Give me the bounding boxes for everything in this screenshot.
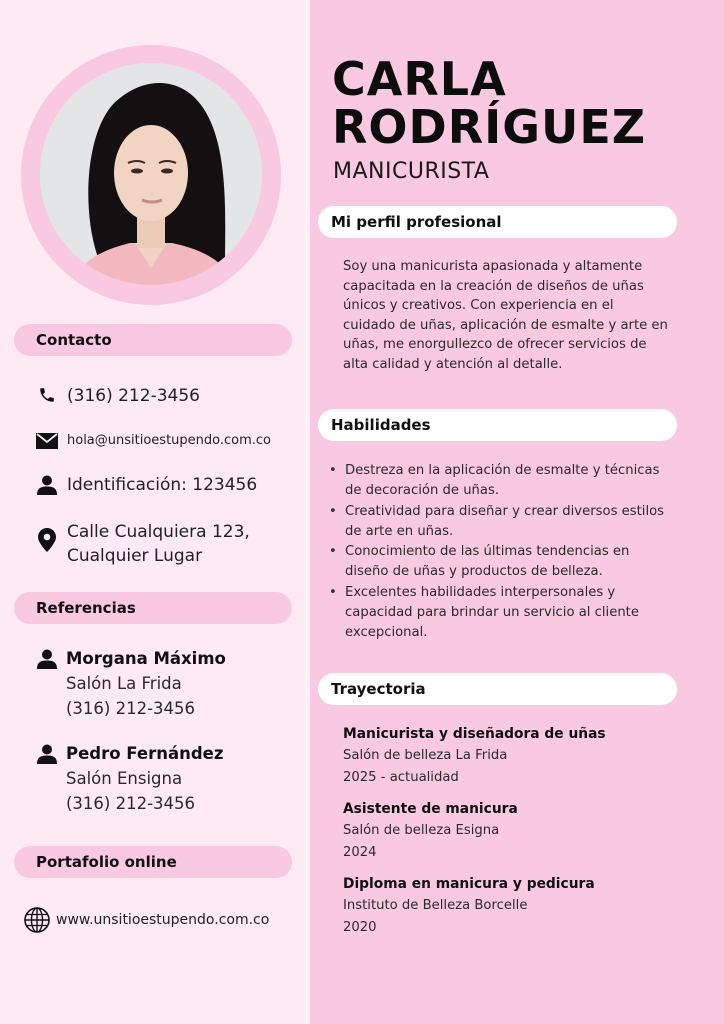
email-text: hola@unsitioestupendo.com.co	[67, 433, 272, 448]
references-section-header	[14, 592, 292, 624]
profile-text: Soy una manicurista apasionada y altamente capacitada en la creación de diseños de uñas únicos y creativos. Con experiencia en el cuidado de uñas, aplicación de esmalte y arte en uñas, me enorgullezco de ofrecer servicios de alta calidad y atención al detalle.	[343, 259, 668, 372]
reference-phone: (316) 212-3456	[66, 699, 196, 718]
reference-company: Salón La Frida	[66, 674, 182, 693]
skill-item: • Destreza en la aplicación de esmalte y técnicas de decoración de uñas.	[328, 461, 668, 502]
phone-text: (316) 212-3456	[67, 386, 200, 406]
address-line1: Calle Cualquiera 123,	[67, 522, 250, 542]
profile-section-header	[318, 206, 677, 238]
contact-phone	[36, 384, 200, 408]
profile-title: Mi perfil profesional	[331, 213, 502, 231]
experience-title: Asistente de manicura	[343, 801, 518, 817]
mail-icon	[36, 429, 58, 449]
person-icon	[36, 649, 58, 669]
skill-item: • Creatividad para diseñar y crear diversos estilos de arte en uñas.	[328, 502, 668, 543]
contact-address	[36, 520, 250, 568]
id-text: Identificación: 123456	[67, 475, 258, 495]
experience-period: 2024	[343, 844, 377, 860]
portfolio-link[interactable]	[24, 907, 269, 933]
person-icon	[36, 473, 58, 495]
experience-period: 2025 - actualidad	[343, 769, 459, 785]
person-icon	[36, 744, 58, 764]
experience-item	[343, 799, 518, 863]
skills-title: Habilidades	[331, 416, 431, 434]
experience-title: Trayectoria	[331, 680, 426, 698]
experience-period: 2020	[343, 919, 377, 935]
experience-item	[343, 724, 606, 788]
first-name: CARLA	[332, 52, 507, 106]
full-name	[332, 52, 647, 154]
experience-place: Salón de belleza La Frida	[343, 748, 508, 763]
reference-name: Pedro Fernández	[66, 744, 224, 763]
phone-icon	[36, 384, 58, 406]
contact-email[interactable]	[36, 429, 271, 453]
portfolio-url: www.unsitioestupendo.com.co	[56, 912, 270, 928]
map-pin-icon	[36, 520, 58, 552]
portrait-icon	[40, 63, 262, 285]
contact-title: Contacto	[36, 331, 112, 349]
experience-place: Instituto de Belleza Borcelle	[343, 898, 528, 913]
references-title: Referencias	[36, 599, 136, 617]
profile-photo	[40, 63, 262, 285]
last-name: RODRÍGUEZ	[332, 100, 647, 154]
portfolio-title: Portafolio online	[36, 853, 177, 871]
skill-item: • Excelentes habilidades interpersonales y capacidad para brindar un servicio al cliente excepcional.	[328, 583, 668, 644]
reference-item	[36, 646, 226, 721]
reference-item	[36, 741, 223, 816]
experience-section-header	[318, 673, 677, 705]
contact-section-header	[14, 324, 292, 356]
experience-title: Diploma en manicura y pedicura	[343, 876, 595, 892]
experience-title: Manicurista y diseñadora de uñas	[343, 726, 606, 742]
portfolio-section-header	[14, 846, 292, 878]
skills-list	[328, 461, 668, 644]
experience-place: Salón de belleza Esigna	[343, 823, 500, 838]
globe-icon	[24, 907, 50, 933]
reference-phone: (316) 212-3456	[66, 794, 196, 813]
skills-section-header	[318, 409, 677, 441]
contact-id	[36, 473, 257, 497]
address-line2: Cualquier Lugar	[67, 546, 203, 566]
experience-item	[343, 874, 595, 938]
skill-item: • Conocimiento de las últimas tendencias en diseño de uñas y productos de belleza.	[328, 542, 668, 583]
reference-name: Morgana Máximo	[66, 649, 226, 668]
reference-company: Salón Ensigna	[66, 769, 183, 788]
job-role: MANICURISTA	[333, 159, 490, 184]
